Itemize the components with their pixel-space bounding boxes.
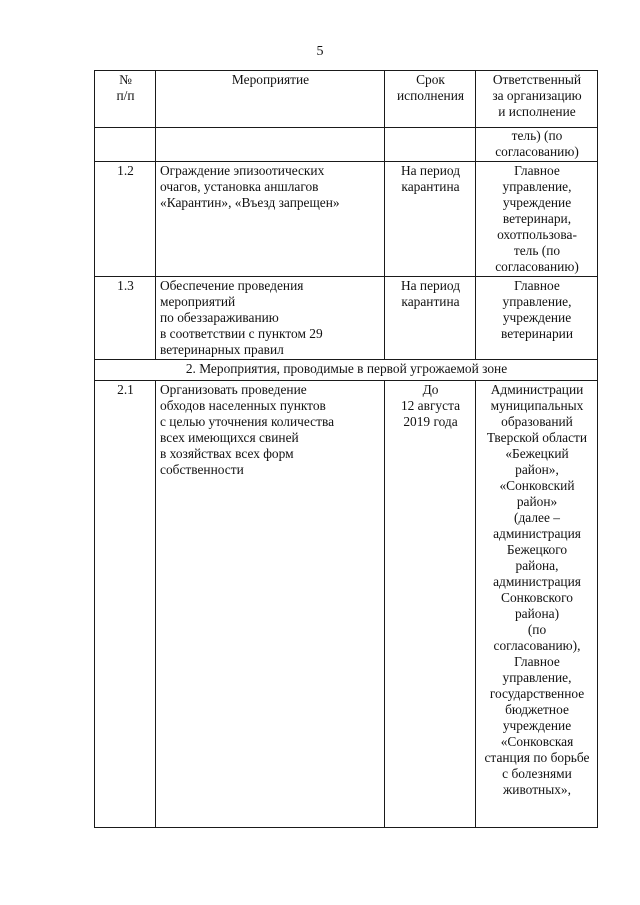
cell-responsible: Администрации муниципальных образований Тверской области «Бежецкий район», «Сонковский район» (далее – администрация Бежецкого района, администрация Сонковского района) (по согласованию), Главное управление, государственное бюджетное учреждение «Сонковская станция по борьбе с болезнями животных», <box>476 381 598 828</box>
cell-num: 1.3 <box>95 277 156 360</box>
cell-term: До 12 августа 2019 года <box>385 381 476 828</box>
cell-action: Организовать проведение обходов населенных пунктов с целью уточнения количества всех имеющихся свиней в хозяйствах всех форм собственности <box>156 381 385 828</box>
cell-action: Обеспечение проведения мероприятий по обеззараживанию в соответствии с пунктом 29 ветеринарных правил <box>156 277 385 360</box>
cell-responsible: тель) (по согласованию) <box>476 128 598 162</box>
header-term: Срок исполнения <box>385 71 476 128</box>
cell-num: 1.2 <box>95 162 156 277</box>
cell-num <box>95 128 156 162</box>
cell-num: 2.1 <box>95 381 156 828</box>
cell-term: На период карантина <box>385 162 476 277</box>
cell-responsible: Главное управление, учреждение ветеринарии <box>476 277 598 360</box>
page-number: 5 <box>316 44 324 59</box>
table-row-2-1 <box>95 381 598 828</box>
header-action: Мероприятие <box>156 71 385 128</box>
table-row-continuation <box>95 128 598 162</box>
table-row-1-3 <box>95 277 598 360</box>
cell-action <box>156 128 385 162</box>
section-2-title: 2. Мероприятия, проводимые в первой угрожаемой зоне <box>95 360 598 381</box>
cell-term <box>385 128 476 162</box>
header-responsible: Ответственный за организацию и исполнение <box>476 71 598 128</box>
table-row-1-2 <box>95 162 598 277</box>
cell-action: Ограждение эпизоотических очагов, установка аншлагов «Карантин», «Въезд запрещен» <box>156 162 385 277</box>
section-heading-row <box>95 360 598 381</box>
cell-responsible: Главное управление, учреждение ветеринари, охотпользова- тель (по согласованию) <box>476 162 598 277</box>
cell-term: На период карантина <box>385 277 476 360</box>
table-header-row <box>95 71 598 128</box>
header-num: № п/п <box>95 71 156 128</box>
measures-table <box>94 70 598 828</box>
